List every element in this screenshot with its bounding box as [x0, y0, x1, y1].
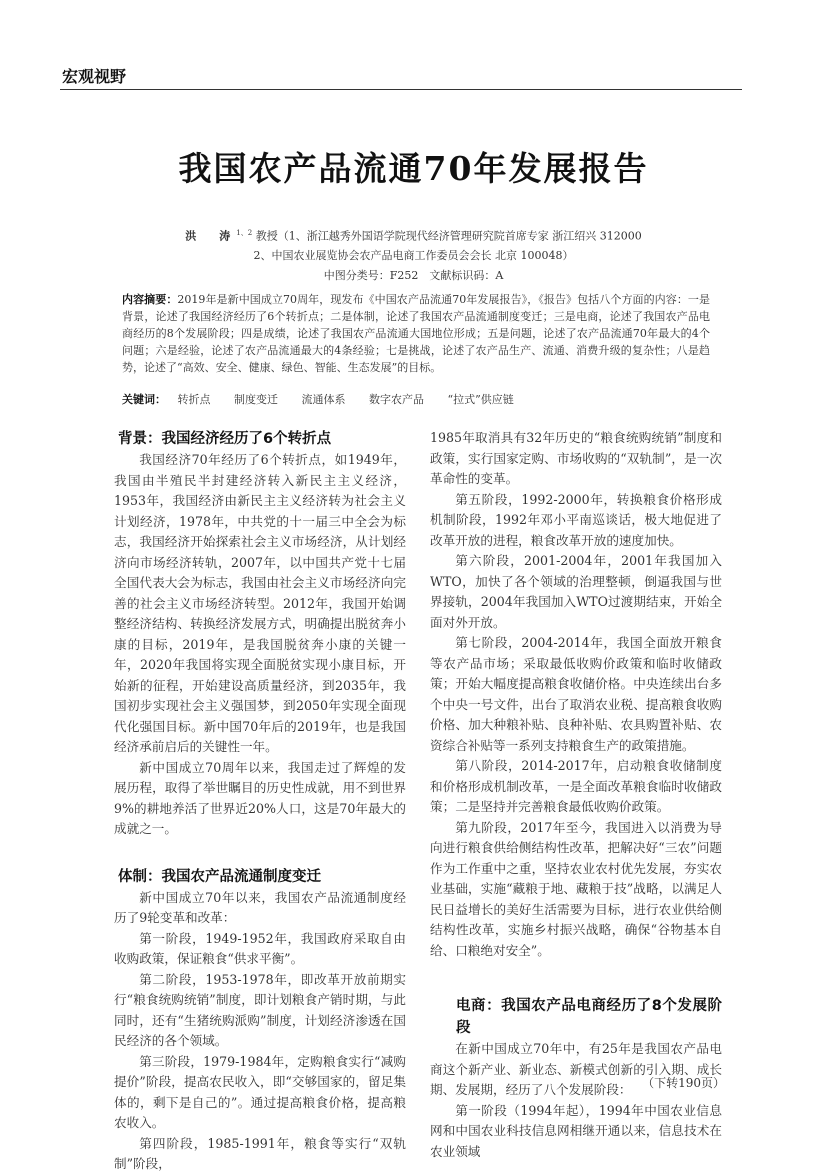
author-affiliation-marks: 1、2 — [236, 229, 253, 237]
classification-code: 中图分类号：F252 文献标识码：A — [323, 268, 504, 282]
header-divider — [60, 89, 742, 90]
paragraph: 第七阶段，2004-2014年，我国全面放开粮食等农产品市场；采取最低收购价政策和临时收储政策；开始大幅度提高粮食收储价格。中央连续出台多个中央一号文件，出台了取消农业税、提高粮食收购价格、加大种粮补贴、良种补贴、农具购置补贴、农资综合补贴等一系列支持粮食生产的政策措施。 — [430, 635, 722, 753]
right-column — [430, 428, 722, 1162]
abstract-text: 2019年是新中国成立70周年，现发布《中国农产品流通70年发展报告》，《报告》包括八个方面的内容：一是背景，论述了我国经济经历了6个转折点；二是体制，论述了我国农产品流通制度变迁；三是电商，论述了我国农产品电商经历的8个发展阶段；四是成绩，论述了我国农产品流通大国地位形成；五是问题，论述了农产品流通70年最大的4个问题；六是经验，论述了农产品流通最大的4条经验；七是挑战，论述了农产品生产、流通、消费升级的复杂性；八是趋势，论述了“高效、安全、健康、绿色、智能、生态发展”的目标。 — [122, 293, 710, 374]
paragraph: 新中国成立70年以来，我国农产品流通制度经历了9轮变革和改革： — [114, 889, 406, 925]
section-heading-background: 背景：我国经济经历了6个转折点 — [118, 431, 332, 447]
keyword: 制度变迁 — [234, 393, 278, 406]
paragraph: 第六阶段，2001-2004年，2001年我国加入WTO，加快了各个领域的治理整顿，倒逼我国与世界接轨，2004年我国加入WTO过渡期结束，开始全面对外开放。 — [430, 553, 722, 630]
paragraph: 第三阶段，1979-1984年，定购粮食实行“减购提价”阶段，提高农民收入，即“交够国家的，留足集体的，剩下是自己的”。通过提高粮食价格，提高粮农收入。 — [114, 1053, 406, 1130]
paragraph: 第四阶段，1985-1991年，粮食等实行“双轨制”阶段， — [114, 1135, 406, 1171]
paragraph: 第二阶段，1953-1978年，即改革开放前期实行“粮食统购统销”制度，即计划粮食产销时期，与此同时，还有“生猪统购派购”制度，计划经济渗透在国民经济的各个领域。 — [114, 971, 406, 1048]
article-title: 我国农产品流通70年发展报告 — [178, 149, 649, 188]
keywords-label: 关键词： — [122, 393, 166, 406]
section-heading-ecommerce: 电商：我国农产品电商经历了8个发展阶段 — [456, 998, 722, 1036]
abstract-label: 内容摘要： — [122, 293, 178, 306]
paragraph: 第九阶段，2017年至今，我国进入以消费为导向进行粮食供给侧结构性改革，把解决好“三农”问题作为工作重中之重，坚持农业农村优先发展，夯实农业基础，实施“藏粮于地、藏粮于技”战略，以满足人民日益增长的美好生活需要为目标，进行农业供给侧结构性改革，实施乡村振兴战略，确保“谷物基本自给、口粮绝对安全”。 — [430, 819, 722, 958]
keywords — [122, 391, 526, 407]
paragraph: 在新中国成立70年中，有25年是我国农产品电商这个新产业、新业态、新模式创新的引入期、成长期、发展期，经历了八个发展阶段： — [430, 1041, 722, 1097]
keyword: 流通体系 — [301, 393, 346, 406]
paragraph: 我国经济70年经历了6个转折点，如1949年，我国由半殖民半封建经济转入新民主主义经济，1953年，我国经济由新民主主义经济转为社会主义计划经济，1978年，中共党的十一届三中全会为标志，我国经济开始探索社会主义市场经济，从计划经济向市场经济转轨，2007年，以中国共产党十七届全国代表大会为标志，我国由社会主义市场经济向完善的社会主义市场经济转型。2012年，我国开始调整经济结构、转换经济发展方式，明确提出脱贫奔小康的目标，2019年，是我国脱贫奔小康的关键一年，2020年我国将实现全面脱贫实现小康目标，开始新的征程，开始建设高质量经济，到2035年，我国初步实现社会主义强国梦，到2050年实现全面现代化强国目标。新中国70年后的2019年，也是我国经济承前启后的关键性一年。 — [114, 452, 406, 754]
keyword: 转折点 — [177, 393, 211, 406]
paragraph: 第八阶段，2014-2017年，启动粮食收储制度和价格形成机制改革，一是全面改革粮食临时收储政策；二是坚持并完善粮食最低收购价政策。 — [430, 758, 722, 814]
abstract — [122, 291, 710, 376]
section-tag: 宏观视野 — [62, 67, 127, 86]
paragraph: 1985年取消具有32年历史的“粮食统购统销”制度和政策，实行国家定购、市场收购的“双轨制”，是一次革命性的变革。 — [430, 430, 722, 486]
author-affiliation-1: 教授（1、浙江越秀外国语学院现代经济管理研究院首席专家 浙江绍兴 312000 — [255, 229, 642, 243]
author-affiliation-2: 2、中国农业展览协会农产品电商工作委员会会长 北京 100048） — [253, 249, 574, 263]
author-block — [0, 224, 827, 285]
keyword: “拉式”供应链 — [447, 393, 514, 406]
continued-on-note: （下转190页） — [642, 1076, 725, 1090]
section-heading-system: 体制：我国农产品流通制度变迁 — [118, 868, 321, 885]
keyword: 数字农产品 — [369, 393, 424, 406]
left-column — [114, 428, 406, 1175]
paragraph: 第五阶段，1992-2000年，转换粮食价格形成机制阶段，1992年邓小平南巡谈话，极大地促进了改革开放的进程，粮食改革开放的速度加快。 — [430, 491, 722, 548]
author-name: 洪 涛 — [185, 229, 237, 243]
paragraph: 第一阶段，1949-1952年，我国政府采取自由收购政策，保证粮食“供求平衡”。 — [114, 930, 406, 966]
paragraph: 新中国成立70周年以来，我国走过了辉煌的发展历程，取得了举世瞩目的历史性成就，用不到世界9%的耕地养活了世界近20%人口，这是70年最大的成就之一。 — [114, 759, 406, 836]
paragraph: 第一阶段（1994年起），1994年中国农业信息网和中国农业科技信息网相继开通以来，信息技术在农业领域 — [430, 1102, 722, 1159]
